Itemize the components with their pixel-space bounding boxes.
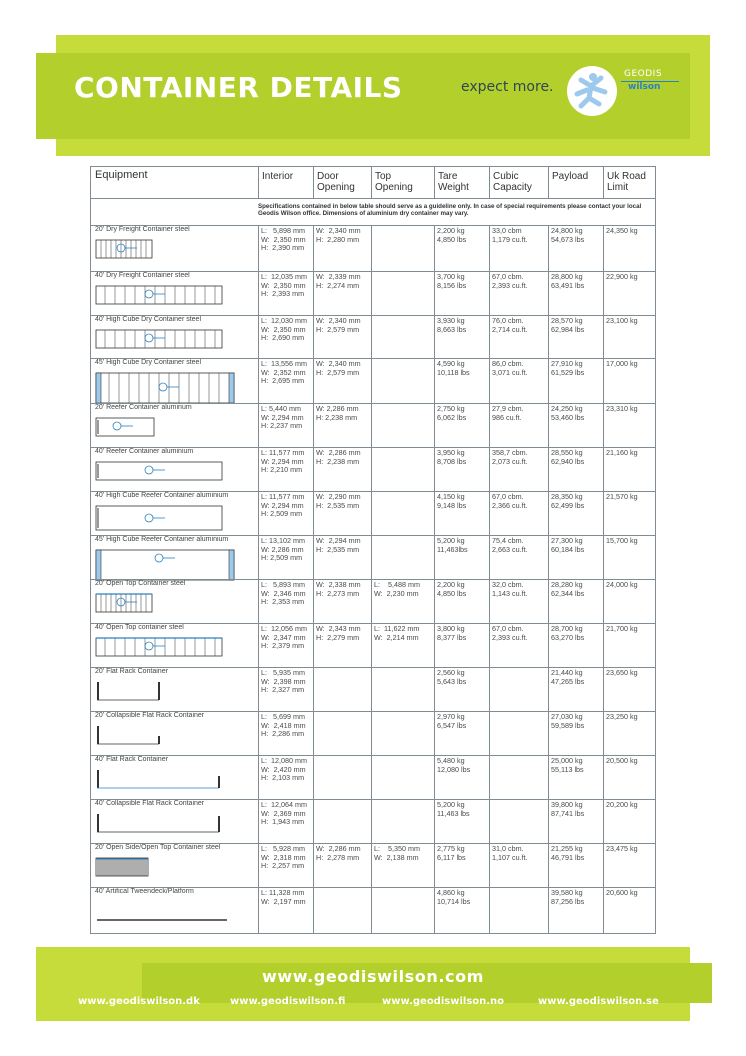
cell-tare: 5,200 kg 11,463 lbs: [437, 800, 470, 818]
cell-interior: L: 12,035 mm W: 2,350 mm H: 2,393 mm: [261, 272, 307, 299]
logo-sub: wilson: [628, 82, 661, 92]
container-diagram-icon: [95, 724, 165, 752]
cell-cubic: 33,0 cbm 1,179 cu.ft.: [492, 226, 528, 244]
cell-payload: 25,000 kg 55,113 lbs: [551, 756, 584, 774]
cell-top: L: 5,488 mm W: 2,230 mm: [374, 580, 420, 598]
equipment-name: 40' Collapsible Flat Rack Container: [95, 800, 205, 807]
cell-interior: L: 11,577 mm W: 2,294 mm H: 2,210 mm: [261, 448, 305, 475]
table-row: [91, 799, 655, 843]
cell-interior: L: 12,056 mm W: 2,347 mm H: 2,379 mm: [261, 624, 307, 651]
container-diagram-icon: [95, 504, 225, 538]
equipment-name: 45' High Cube Reefer Container aluminium: [95, 536, 229, 543]
cell-payload: 28,550 kg 62,940 lbs: [551, 448, 585, 466]
equipment-name: 40' Dry Freight Container steel: [95, 272, 190, 279]
cell-road: 22,900 kg: [606, 272, 638, 281]
cell-road: 24,350 kg: [606, 226, 638, 235]
cell-payload: 28,800 kg 63,491 lbs: [551, 272, 585, 290]
table-row: [91, 491, 655, 535]
cell-tare: 3,700 kg 8,156 lbs: [437, 272, 467, 290]
cell-payload: 21,255 kg 46,791 lbs: [551, 844, 585, 862]
equipment-name: 45' High Cube Dry Container steel: [95, 359, 202, 366]
cell-tare: 2,750 kg 6,062 lbs: [437, 404, 467, 422]
cell-road: 23,475 kg: [606, 844, 638, 853]
cell-payload: 27,910 kg 61,529 lbs: [551, 359, 585, 377]
cell-road: 23,250 kg: [606, 712, 638, 721]
column-divider: [371, 167, 372, 198]
table-row: [91, 711, 655, 755]
column-divider: [313, 167, 314, 198]
table-row: [91, 535, 655, 579]
table-row: [91, 447, 655, 491]
table-row: [91, 579, 655, 623]
row-divider: [91, 843, 655, 844]
cell-interior: L: 5,898 mm W: 2,350 mm H: 2,390 mm: [261, 226, 306, 253]
cell-payload: 28,570 kg 62,984 lbs: [551, 316, 585, 334]
cell-interior: L: 13,556 mm W: 2,352 mm H: 2,695 mm: [261, 359, 307, 386]
cell-door: W: 2,340 mm H: 2,579 mm: [316, 359, 361, 377]
cell-door: W: 2,340 mm H: 2,280 mm: [316, 226, 361, 244]
table-row: [91, 315, 655, 358]
cell-interior: L: 5,699 mm W: 2,418 mm H: 2,286 mm: [261, 712, 306, 739]
cell-tare: 2,200 kg 4,850 lbs: [437, 580, 467, 598]
cell-interior: L: 11,577 mm W: 2,294 mm H: 2,509 mm: [261, 492, 305, 519]
cell-door: W: 2,338 mm H: 2,273 mm: [316, 580, 361, 598]
row-divider: [91, 491, 655, 492]
table-row: [91, 403, 655, 447]
specification-note: Specifications contained in below table should serve as a guideline only. In case of special requirements please contact your local Geodis Wilson office. Dimensions of aluminium dry container may vary.: [258, 203, 642, 217]
cell-top: L: 11,622 mm W: 2,214 mm: [374, 624, 420, 642]
row-divider: [91, 579, 655, 580]
cell-interior: L: 13,102 mm W: 2,286 mm H: 2,509 mm: [261, 536, 305, 563]
column-header-interior: Interior: [262, 171, 294, 182]
cell-payload: 28,700 kg 63,270 lbs: [551, 624, 585, 642]
table-row: [91, 755, 655, 799]
cell-road: 20,500 kg: [606, 756, 638, 765]
cell-cubic: 27,9 cbm. 986 cu.ft.: [492, 404, 524, 422]
row-divider: [91, 667, 655, 668]
cell-tare: 4,860 kg 10,714 lbs: [437, 888, 471, 906]
cell-payload: 39,580 kg 87,256 lbs: [551, 888, 585, 906]
equipment-name: 40' Flat Rack Container: [95, 756, 168, 763]
cell-door: W: 2,286 mm H: 2,278 mm: [316, 844, 361, 862]
cell-cubic: 67,0 cbm. 2,393 cu.ft.: [492, 624, 528, 642]
cell-tare: 3,950 kg 8,708 lbs: [437, 448, 467, 466]
cell-tare: 2,200 kg 4,850 lbs: [437, 226, 467, 244]
container-diagram-icon: [95, 284, 225, 312]
cell-cubic: 358,7 cbm. 2,073 cu.ft.: [492, 448, 528, 466]
cell-payload: 39,800 kg 87,741 lbs: [551, 800, 585, 818]
cell-payload: 24,800 kg 54,673 lbs: [551, 226, 585, 244]
column-header-payload: Payload: [552, 171, 589, 182]
row-divider: [91, 535, 655, 536]
cell-tare: 5,480 kg 12,080 lbs: [437, 756, 471, 774]
container-diagram-icon: [95, 812, 225, 840]
cell-payload: 21,440 kg 47,265 lbs: [551, 668, 585, 686]
cell-door: W: 2,286 mm H: 2,238 mm: [316, 404, 359, 422]
footer-main-url[interactable]: www.geodiswilson.com: [261, 967, 485, 986]
cell-road: 23,100 kg: [606, 316, 638, 325]
cell-road: 23,310 kg: [606, 404, 638, 413]
column-header-cubic: Cubic Capacity: [493, 171, 532, 193]
column-divider: [489, 167, 490, 198]
row-divider: [91, 358, 655, 359]
cell-payload: 27,300 kg 60,184 lbs: [551, 536, 585, 554]
row-divider: [91, 799, 655, 800]
cell-cubic: 67,0 cbm. 2,366 cu.ft.: [492, 492, 528, 510]
cell-cubic: 67,0 cbm. 2,393 cu.ft.: [492, 272, 528, 290]
container-diagram-icon: [95, 680, 165, 708]
table-row: [91, 623, 655, 667]
cell-door: W: 2,340 mm H: 2,579 mm: [316, 316, 361, 334]
table-row: [91, 667, 655, 711]
cell-tare: 3,800 kg 8,377 lbs: [437, 624, 467, 642]
row-divider: [91, 271, 655, 272]
table-row: [91, 843, 655, 887]
row-divider: [91, 403, 655, 404]
column-divider: [603, 167, 604, 198]
cell-interior: L: 12,064 mm W: 2,369 mm H: 1,943 mm: [261, 800, 307, 827]
cell-interior: L: 5,440 mm W: 2,294 mm H: 2,237 mm: [261, 404, 304, 431]
cell-road: 20,200 kg: [606, 800, 638, 809]
column-divider: [434, 167, 435, 198]
cell-door: W: 2,343 mm H: 2,279 mm: [316, 624, 361, 642]
equipment-name: 20' Flat Rack Container: [95, 668, 168, 675]
equipment-name: 40' Artifical Tweendeck/Platform: [95, 888, 194, 895]
equipment-name: 20' Collapsible Flat Rack Container: [95, 712, 205, 719]
cell-road: 24,000 kg: [606, 580, 638, 589]
row-divider: [91, 315, 655, 316]
footer-link-dk[interactable]: www.geodiswilson.dk: [78, 996, 200, 1007]
cell-road: 17,000 kg: [606, 359, 638, 368]
container-diagram-icon: [95, 636, 225, 664]
column-divider: [548, 167, 549, 198]
cell-payload: 27,030 kg 59,589 lbs: [551, 712, 585, 730]
logo-brand: GEODIS: [624, 69, 663, 79]
cell-road: 20,600 kg: [606, 888, 638, 897]
container-diagram-icon: [95, 328, 225, 356]
cell-door: W: 2,286 mm H: 2,238 mm: [316, 448, 361, 466]
cell-interior: L: 12,080 mm W: 2,420 mm H: 2,103 mm: [261, 756, 307, 783]
container-diagram-icon: [95, 416, 157, 444]
cell-road: 21,700 kg: [606, 624, 638, 633]
row-divider: [91, 887, 655, 888]
container-diagram-icon: [95, 592, 155, 620]
table-row: [91, 358, 655, 403]
cell-tare: 2,775 kg 6,117 lbs: [437, 844, 466, 862]
cell-interior: L: 11,328 mm W: 2,197 mm: [261, 888, 306, 906]
footer-link-no[interactable]: www.geodiswilson.no: [382, 996, 505, 1007]
container-table: [90, 166, 656, 934]
page-title: CONTAINER DETAILS: [74, 71, 403, 104]
cell-road: 21,570 kg: [606, 492, 638, 501]
cell-door: W: 2,294 mm H: 2,535 mm: [316, 536, 361, 554]
row-divider: [91, 623, 655, 624]
header-divider: [91, 198, 655, 199]
table-row: [91, 271, 655, 315]
cell-tare: 4,150 kg 9,148 lbs: [437, 492, 467, 510]
cell-road: 15,700 kg: [606, 536, 638, 545]
column-header-door: Door Opening: [317, 171, 355, 193]
equipment-name: 20' Dry Freight Container steel: [95, 226, 190, 233]
cell-tare: 4,590 kg 10,118 lbs: [437, 359, 470, 377]
cell-top: L: 5,350 mm W: 2,138 mm: [374, 844, 420, 862]
cell-cubic: 75,4 cbm. 2,663 cu.ft.: [492, 536, 528, 554]
logo-figure-icon: [567, 66, 617, 116]
row-divider: [91, 755, 655, 756]
cell-tare: 5,200 kg 11,463lbs: [437, 536, 468, 554]
cell-door: W: 2,339 mm H: 2,274 mm: [316, 272, 361, 290]
column-header-equipment: Equipment: [95, 169, 148, 181]
cell-payload: 28,350 kg 62,499 lbs: [551, 492, 585, 510]
tagline: expect more.: [461, 79, 554, 95]
cell-cubic: 32,0 cbm. 1,143 cu.ft.: [492, 580, 528, 598]
row-divider: [91, 225, 655, 226]
equipment-name: 20' Open Top Container steel: [95, 580, 186, 587]
column-header-tare: Tare Weight: [438, 171, 469, 193]
cell-cubic: 76,0 cbm. 2,714 cu.ft.: [492, 316, 528, 334]
column-divider: [258, 167, 259, 198]
cell-road: 23,650 kg: [606, 668, 638, 677]
equipment-name: 20' Reefer Container aluminum: [95, 404, 192, 411]
equipment-name: 40' High Cube Reefer Container aluminium: [95, 492, 229, 499]
container-diagram-icon: [95, 856, 151, 884]
cell-tare: 2,560 kg 5,643 lbs: [437, 668, 467, 686]
cell-tare: 3,930 kg 8,663 lbs: [437, 316, 467, 334]
column-header-top: Top Opening: [375, 171, 413, 193]
footer-link-fi[interactable]: www.geodiswilson.fi: [230, 996, 346, 1007]
cell-cubic: 86,0 cbm. 3,071 cu.ft.: [492, 359, 528, 377]
table-row: [91, 225, 655, 271]
cell-payload: 28,280 kg 62,344 lbs: [551, 580, 585, 598]
table-row: [91, 887, 655, 933]
cell-interior: L: 12,030 mm W: 2,350 mm H: 2,690 mm: [261, 316, 307, 343]
cell-interior: L: 5,928 mm W: 2,318 mm H: 2,257 mm: [261, 844, 306, 871]
cell-payload: 24,250 kg 53,460 lbs: [551, 404, 585, 422]
cell-interior: L: 5,935 mm W: 2,398 mm H: 2,327 mm: [261, 668, 306, 695]
equipment-name: 40' High Cube Dry Container steel: [95, 316, 202, 323]
equipment-name: 40' Open Top container steel: [95, 624, 184, 631]
equipment-name: 40' Reefer Container aluminium: [95, 448, 194, 455]
container-diagram-icon: [95, 238, 155, 266]
container-diagram-icon: [95, 900, 229, 928]
cell-road: 21,160 kg: [606, 448, 638, 457]
container-diagram-icon: [95, 460, 225, 488]
cell-door: W: 2,290 mm H: 2,535 mm: [316, 492, 361, 510]
cell-interior: L: 5,893 mm W: 2,346 mm H: 2,353 mm: [261, 580, 306, 607]
footer-link-se[interactable]: www.geodiswilson.se: [538, 996, 659, 1007]
column-header-road: Uk Road Limit: [607, 171, 646, 193]
equipment-name: 20' Open Side/Open Top Container steel: [95, 844, 221, 851]
row-divider: [91, 447, 655, 448]
container-diagram-icon: [95, 768, 225, 796]
cell-cubic: 31,0 cbm. 1,107 cu.ft.: [492, 844, 528, 862]
row-divider: [91, 711, 655, 712]
cell-tare: 2,970 kg 6,547 lbs: [437, 712, 467, 730]
